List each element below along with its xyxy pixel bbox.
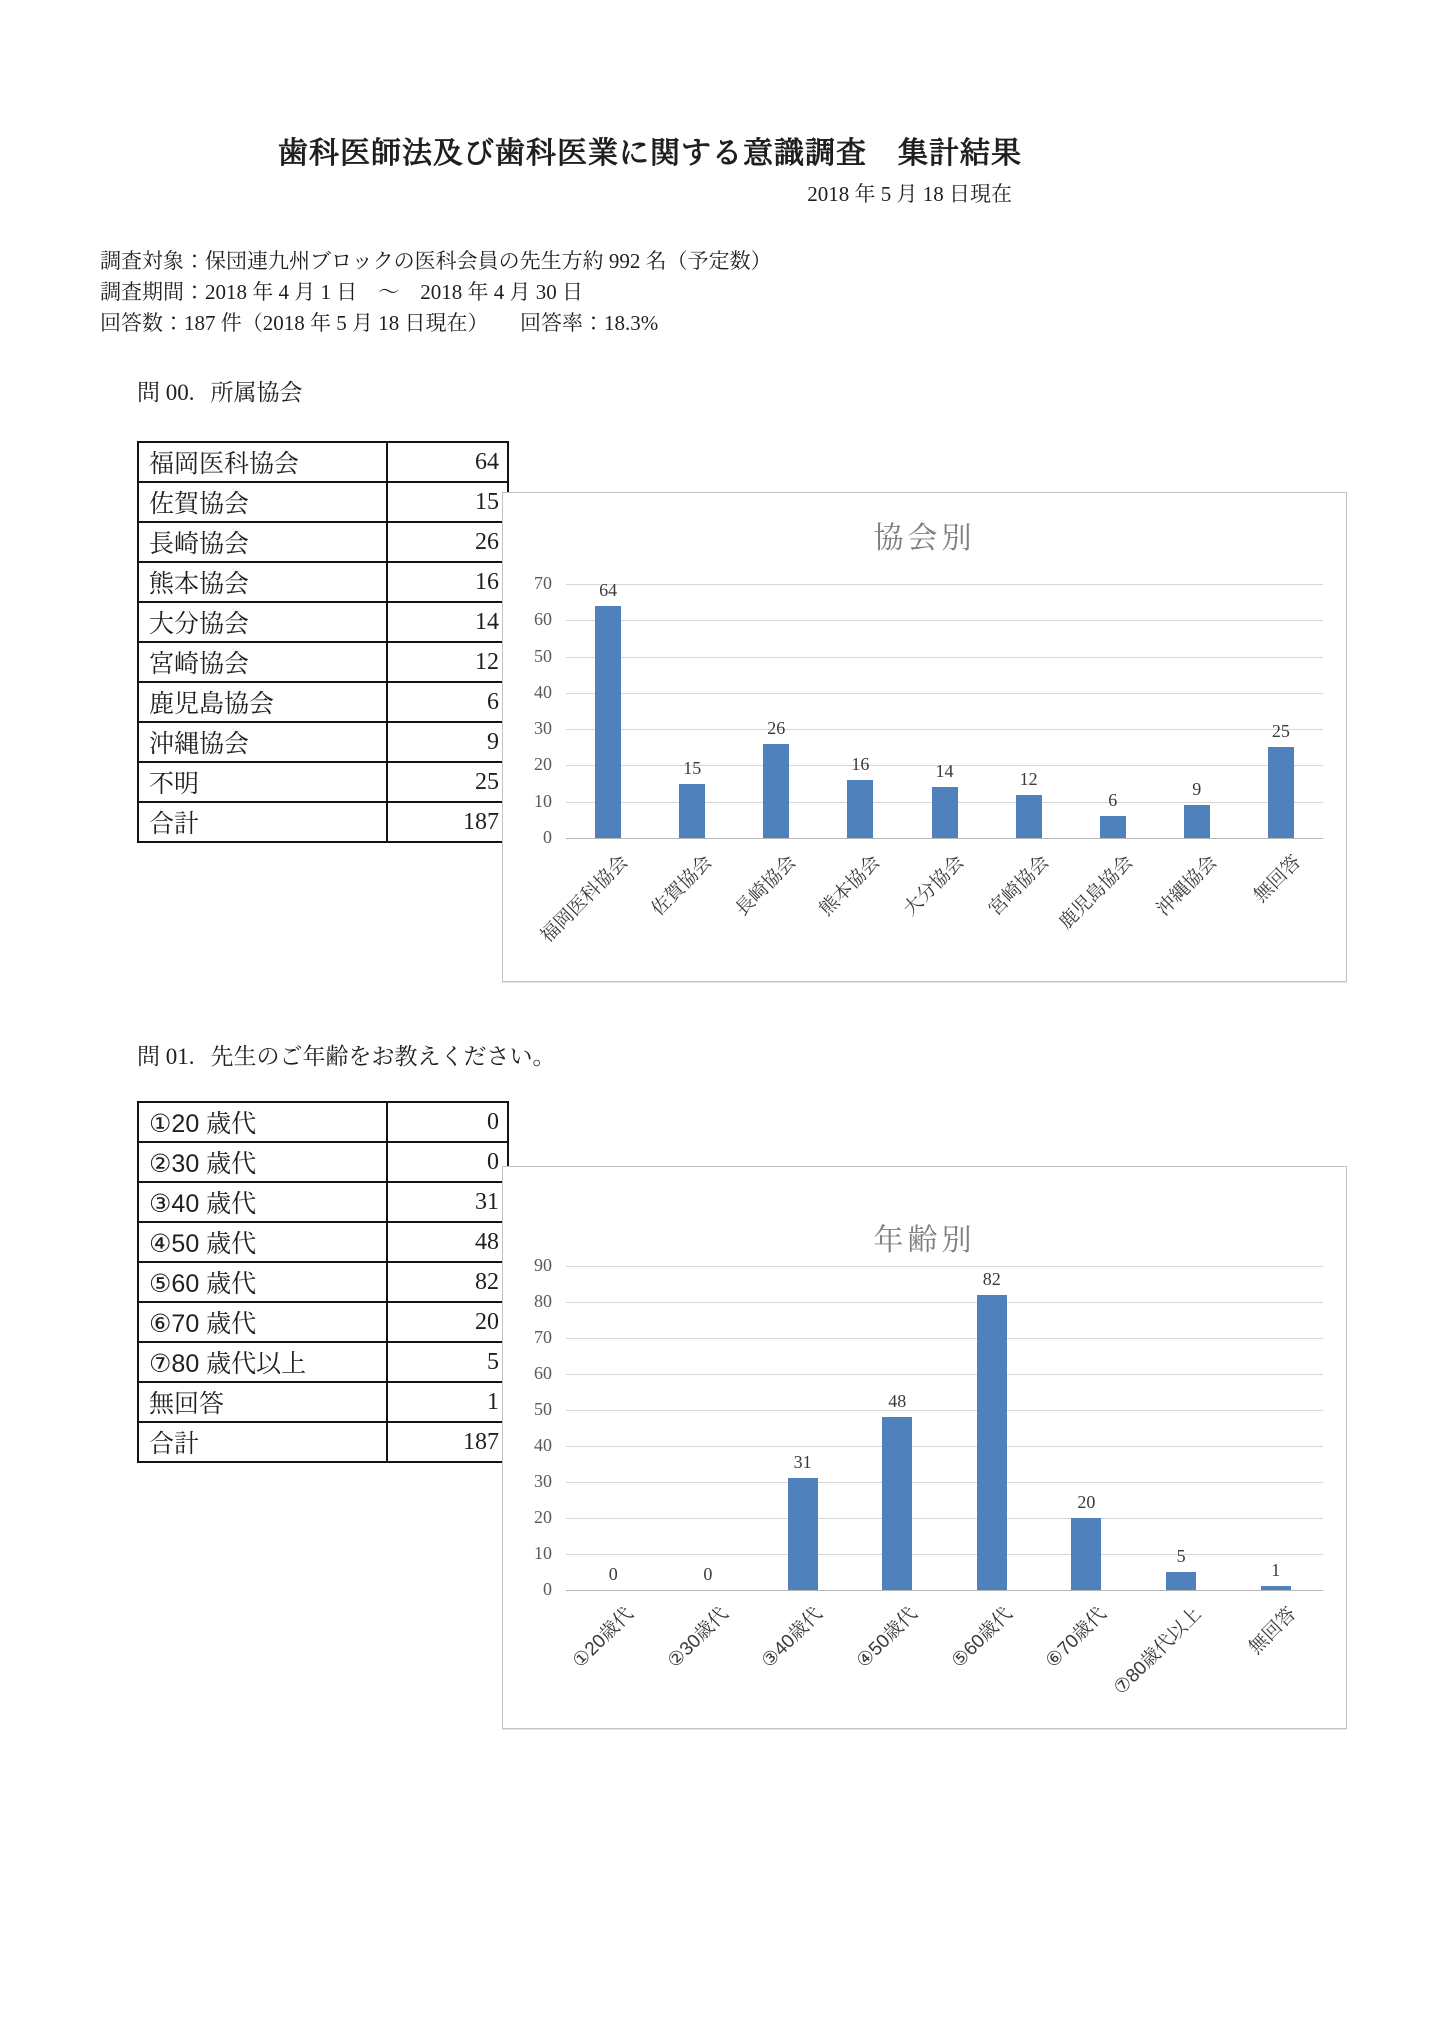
gridline	[566, 1302, 1323, 1303]
bar	[882, 1417, 912, 1590]
row-value: 5	[387, 1342, 508, 1382]
table-row	[138, 602, 508, 642]
row-label: ⑤60 歳代	[138, 1262, 387, 1302]
bar-value-label: 15	[683, 757, 702, 778]
row-value: 1	[387, 1382, 508, 1422]
row-value: 25	[387, 762, 508, 802]
question-00-title: 所属協会	[210, 379, 303, 405]
row-value: 15	[387, 482, 508, 522]
x-tick-label: 熊本協会	[816, 851, 885, 921]
gridline	[566, 729, 1323, 730]
bar-value-label: 9	[1192, 779, 1202, 800]
bar	[977, 1295, 1007, 1590]
q01-bar-chart	[502, 1166, 1347, 1729]
bar-value-label: 20	[1077, 1492, 1096, 1512]
y-tick-label: 60	[534, 1363, 552, 1383]
row-label: 福岡医科協会	[138, 442, 387, 482]
table-row	[138, 802, 508, 842]
y-tick-label: 60	[534, 609, 552, 630]
row-label: 不明	[138, 762, 387, 802]
gridline	[566, 620, 1323, 621]
bar	[1261, 1586, 1291, 1590]
bar-value-label: 14	[935, 761, 954, 782]
table-row	[138, 1382, 508, 1422]
table-row	[138, 1222, 508, 1262]
q01-results-table	[137, 1101, 509, 1463]
row-label: ④50 歳代	[138, 1222, 387, 1262]
bar	[595, 606, 621, 838]
table-row	[138, 1262, 508, 1302]
row-value: 16	[387, 562, 508, 602]
x-tick-label: ②30歳代	[663, 1603, 733, 1673]
row-label: 長崎協会	[138, 522, 387, 562]
row-label: ③40 歳代	[138, 1182, 387, 1222]
table-row	[138, 482, 508, 522]
bar	[1100, 816, 1126, 838]
survey-info-block	[100, 246, 772, 339]
y-tick-label: 10	[534, 1543, 552, 1563]
row-value: 14	[387, 602, 508, 642]
x-tick-label: 佐賀協会	[647, 851, 717, 921]
bar	[679, 784, 705, 838]
row-label: 鹿児島協会	[138, 682, 387, 722]
x-axis-line	[566, 1590, 1323, 1591]
row-value: 48	[387, 1222, 508, 1262]
row-value: 187	[387, 802, 508, 842]
row-label: 沖縄協会	[138, 722, 387, 762]
bar-value-label: 31	[793, 1452, 812, 1473]
gridline	[566, 1374, 1323, 1375]
bar	[763, 744, 789, 838]
gridline	[566, 657, 1323, 658]
y-tick-label: 0	[543, 827, 552, 847]
gridline	[566, 1446, 1323, 1447]
table-row	[138, 1422, 508, 1462]
survey-response-line: 回答数：187 件（2018 年 5 月 18 日現在） 回答率：18.3%	[100, 311, 659, 335]
q00-bar-chart	[502, 492, 1347, 982]
gridline	[566, 1338, 1323, 1339]
gridline	[566, 1266, 1323, 1267]
document-title: 歯科医師法及び歯科医業に関する意識調査 集計結果	[278, 137, 1022, 170]
row-label: 佐賀協会	[138, 482, 387, 522]
chart-title: 年齢別	[873, 1224, 976, 1257]
survey-target-line: 調査対象：保団連九州ブロックの医科会員の先生方約 992 名（予定数）	[100, 249, 772, 273]
gridline	[566, 1410, 1323, 1411]
table-row	[138, 522, 508, 562]
row-label: ⑥70 歳代	[138, 1302, 387, 1342]
bar	[847, 780, 873, 838]
row-value: 64	[387, 442, 508, 482]
y-tick-label: 70	[534, 573, 552, 593]
row-label: 合計	[138, 1422, 387, 1462]
y-tick-label: 70	[534, 1327, 552, 1347]
y-tick-label: 30	[534, 718, 552, 739]
y-tick-label: 50	[534, 1399, 552, 1419]
gridline	[566, 1518, 1323, 1519]
row-label: 無回答	[138, 1382, 387, 1422]
table-row	[138, 722, 508, 762]
table-row	[138, 642, 508, 682]
table-row	[138, 682, 508, 722]
table-row	[138, 762, 508, 802]
y-tick-label: 20	[534, 754, 552, 775]
gridline	[566, 1482, 1323, 1483]
x-tick-label: ⑦80歳代以上	[1109, 1603, 1206, 1700]
x-tick-label: 沖縄協会	[1152, 851, 1222, 921]
table-row	[138, 562, 508, 602]
table-row	[138, 442, 508, 482]
q00-results-table	[137, 441, 509, 843]
table-row	[138, 1102, 508, 1142]
document-date: 2018 年 5 月 18 日現在	[807, 182, 1012, 206]
row-value: 6	[387, 682, 508, 722]
chart-title: 協会別	[873, 522, 976, 555]
row-value: 82	[387, 1262, 508, 1302]
bar-value-label: 16	[851, 753, 870, 774]
y-tick-label: 10	[534, 790, 552, 811]
x-tick-label: ④50歳代	[852, 1603, 922, 1673]
bar	[1268, 747, 1294, 838]
row-value: 0	[387, 1142, 508, 1182]
table-row	[138, 1182, 508, 1222]
bar-value-label: 1	[1271, 1560, 1281, 1581]
bar	[1184, 805, 1210, 838]
x-tick-label: 大分協会	[900, 851, 969, 921]
bar	[1016, 795, 1042, 839]
row-label: ①20 歳代	[138, 1102, 387, 1142]
y-tick-label: 90	[534, 1255, 552, 1275]
gridline	[566, 693, 1323, 694]
row-label: ⑦80 歳代以上	[138, 1342, 387, 1382]
y-tick-label: 20	[534, 1507, 552, 1527]
row-value: 9	[387, 722, 508, 762]
row-value: 0	[387, 1102, 508, 1142]
row-value: 20	[387, 1302, 508, 1342]
survey-period-line: 調査期間：2018 年 4 月 1 日 ～ 2018 年 4 月 30 日	[100, 280, 583, 304]
x-axis-line	[566, 838, 1323, 839]
bar-value-label: 12	[1019, 768, 1038, 789]
x-tick-label: 鹿児島協会	[1055, 851, 1138, 934]
bar-value-label: 48	[888, 1391, 907, 1412]
row-label: ②30 歳代	[138, 1142, 387, 1182]
row-value: 26	[387, 522, 508, 562]
row-label: 大分協会	[138, 602, 387, 642]
bar-value-label: 5	[1176, 1546, 1186, 1566]
x-tick-label: ⑥70歳代	[1042, 1603, 1111, 1673]
bar	[788, 1478, 818, 1590]
table-row	[138, 1342, 508, 1382]
question-01-title: 先生のご年齢をお教えください。	[210, 1043, 556, 1069]
y-tick-label: 80	[534, 1291, 552, 1311]
bar-value-label: 0	[703, 1564, 713, 1584]
bar-value-label: 26	[767, 717, 786, 738]
question-01-heading	[137, 1038, 556, 1071]
x-tick-label: 長崎協会	[732, 851, 801, 921]
y-tick-label: 0	[543, 1579, 552, 1599]
bar	[932, 787, 958, 838]
x-tick-label: ③40歳代	[758, 1603, 827, 1673]
question-00-number: 問 00.	[137, 380, 195, 405]
bar-value-label: 0	[608, 1564, 618, 1584]
bar-value-label: 25	[1271, 721, 1290, 742]
table-row	[138, 1302, 508, 1342]
row-value: 12	[387, 642, 508, 682]
bar	[1166, 1572, 1196, 1590]
x-tick-label: 無回答	[1250, 851, 1306, 907]
y-tick-label: 40	[534, 681, 552, 702]
gridline	[566, 584, 1323, 585]
row-label: 宮崎協会	[138, 642, 387, 682]
y-tick-label: 30	[534, 1471, 552, 1491]
table-row	[138, 1142, 508, 1182]
x-tick-label: ①20歳代	[568, 1603, 638, 1673]
x-tick-label: 無回答	[1244, 1603, 1301, 1659]
row-value: 187	[387, 1422, 508, 1462]
bar-value-label: 6	[1108, 790, 1118, 811]
x-tick-label: ⑤60歳代	[947, 1603, 1017, 1673]
bar-value-label: 64	[599, 579, 618, 600]
y-tick-label: 50	[534, 645, 552, 666]
row-value: 31	[387, 1182, 508, 1222]
row-label: 熊本協会	[138, 562, 387, 602]
y-tick-label: 40	[534, 1435, 552, 1455]
question-01-number: 問 01.	[137, 1044, 195, 1069]
question-00-heading	[137, 374, 303, 407]
x-tick-label: 宮崎協会	[984, 851, 1053, 921]
row-label: 合計	[138, 802, 387, 842]
bar-value-label: 82	[982, 1268, 1001, 1289]
bar	[1071, 1518, 1101, 1590]
x-tick-label: 福岡医科協会	[537, 851, 633, 948]
